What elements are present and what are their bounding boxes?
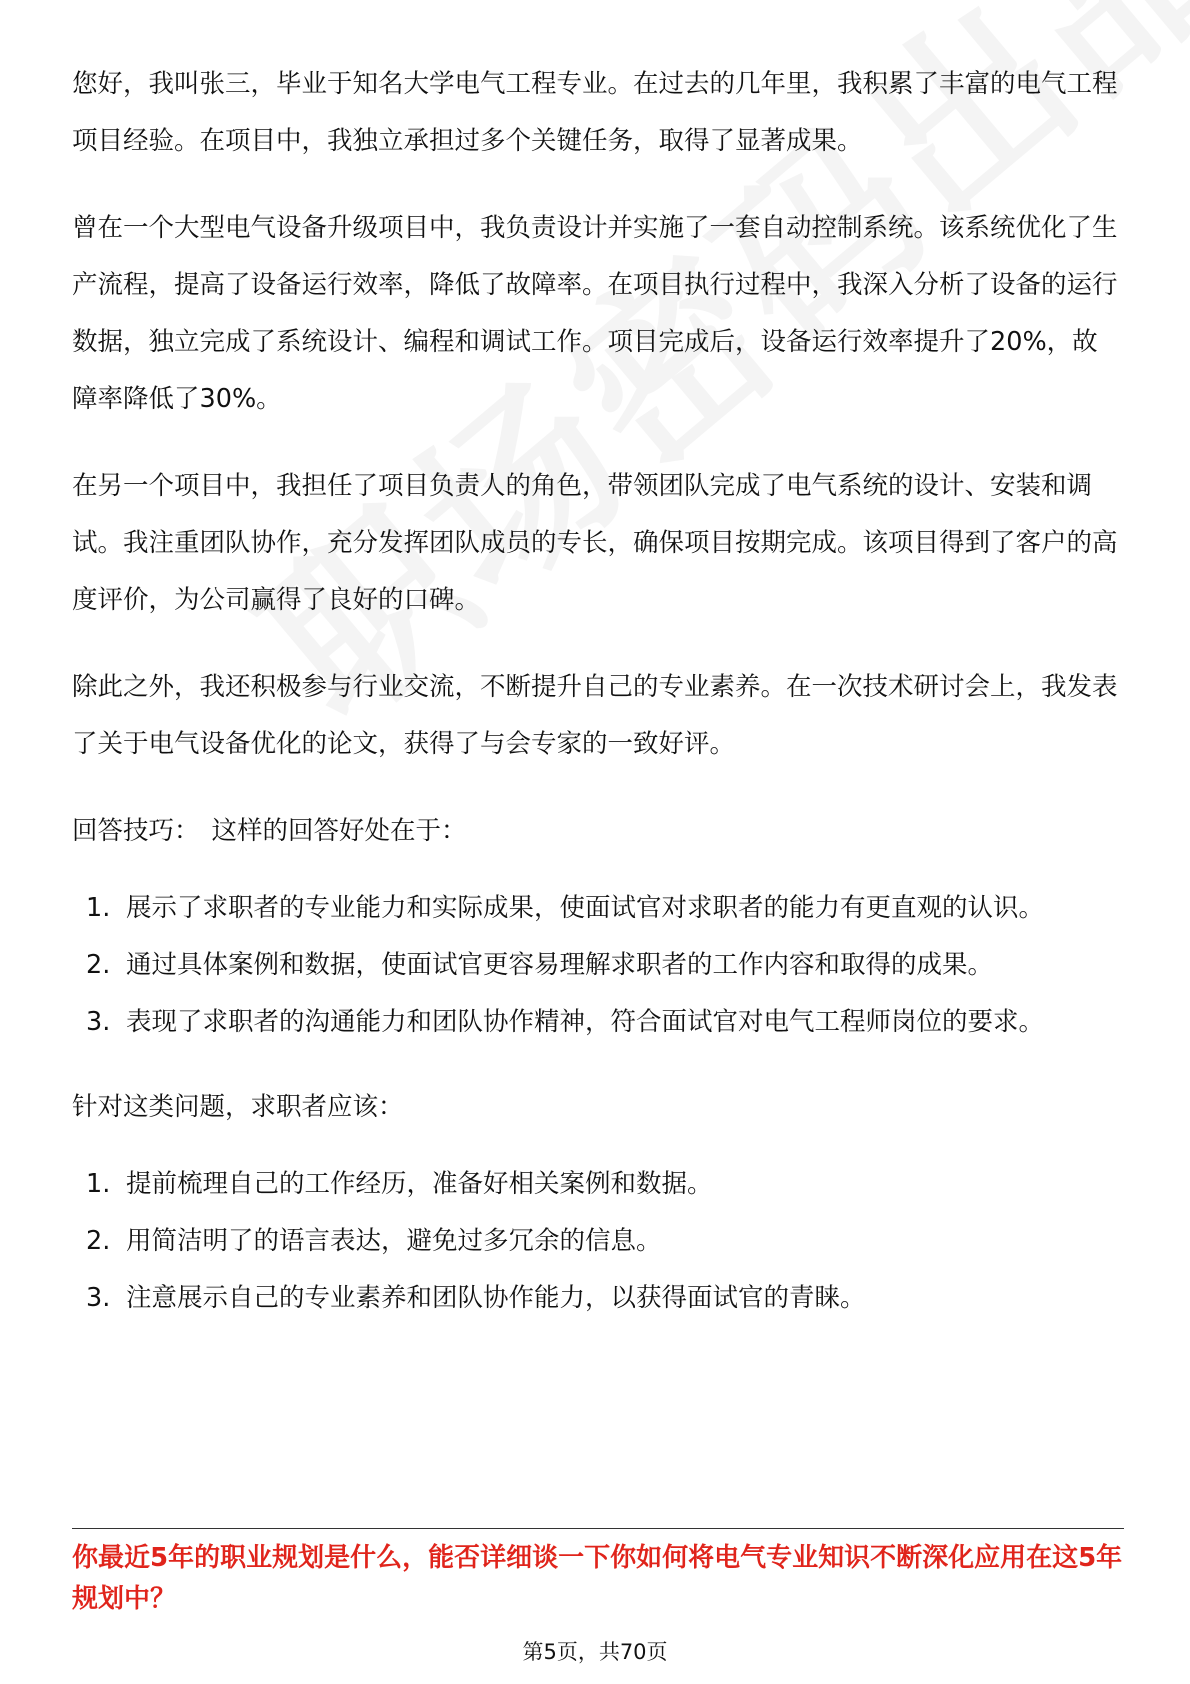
tips-intro: 这样的回答好处在于： <box>211 816 467 846</box>
paragraph-extra: 除此之外，我还积极参与行业交流，不断提升自己的专业素养。在一次技术研讨会上，我发表了关于电气设备优化的论文，获得了与会专家的一致好评。 <box>72 672 1118 759</box>
section-divider <box>72 1528 1124 1529</box>
advice-heading: 针对这类问题，求职者应该： <box>72 1092 404 1122</box>
list-text: 注意展示自己的专业素养和团队协作能力，以获得面试官的青睐。 <box>126 1283 866 1313</box>
advice-list <box>72 1156 1122 1327</box>
list-item <box>72 994 1122 1051</box>
tips-heading <box>72 803 1122 860</box>
list-number: 1. <box>86 1169 111 1199</box>
list-item <box>72 1270 1122 1327</box>
paragraph-project-two: 在另一个项目中，我担任了项目负责人的角色，带领团队完成了电气系统的设计、安装和调试。我注重团队协作，充分发挥团队成员的专长，确保项目按期完成。该项目得到了客户的高度评价，为公司赢得了良好的口碑。 <box>72 471 1118 615</box>
next-question-heading: 你最近5年的职业规划是什么，能否详细谈一下你如何将电气专业知识不断深化应用在这5年规划中？ <box>72 1543 1123 1614</box>
list-item <box>72 1156 1122 1213</box>
list-text: 表现了求职者的沟通能力和团队协作精神，符合面试官对电气工程师岗位的要求。 <box>126 1007 1045 1037</box>
list-text: 提前梳理自己的工作经历，准备好相关案例和数据。 <box>126 1169 713 1199</box>
list-text: 用简洁明了的语言表达，避免过多冗余的信息。 <box>126 1226 662 1256</box>
list-number: 3. <box>86 1007 111 1037</box>
paragraph-project-one: 曾在一个大型电气设备升级项目中，我负责设计并实施了一套自动控制系统。该系统优化了生产流程，提高了设备运行效率，降低了故障率。在项目执行过程中，我深入分析了设备的运行数据，独立完成了系统设计、编程和调试工作。项目完成后，设备运行效率提升了20%，故障率降低了30%。 <box>72 213 1118 414</box>
page-number: 第5页，共70页 <box>522 1640 668 1664</box>
list-item <box>72 937 1122 994</box>
tips-list <box>72 880 1122 1051</box>
answer-body <box>72 56 1122 1355</box>
list-number: 1. <box>86 893 111 923</box>
paragraph-intro: 您好，我叫张三，毕业于知名大学电气工程专业。在过去的几年里，我积累了丰富的电气工程项目经验。在项目中，我独立承担过多个关键任务，取得了显著成果。 <box>72 69 1118 156</box>
list-text: 展示了求职者的专业能力和实际成果，使面试官对求职者的能力有更直观的认识。 <box>126 893 1045 923</box>
tips-label: 回答技巧： <box>72 816 200 846</box>
list-number: 3. <box>86 1283 111 1313</box>
list-number: 2. <box>86 950 111 980</box>
list-text: 通过具体案例和数据，使面试官更容易理解求职者的工作内容和取得的成果。 <box>126 950 994 980</box>
list-item <box>72 1213 1122 1270</box>
list-item <box>72 880 1122 937</box>
list-number: 2. <box>86 1226 111 1256</box>
